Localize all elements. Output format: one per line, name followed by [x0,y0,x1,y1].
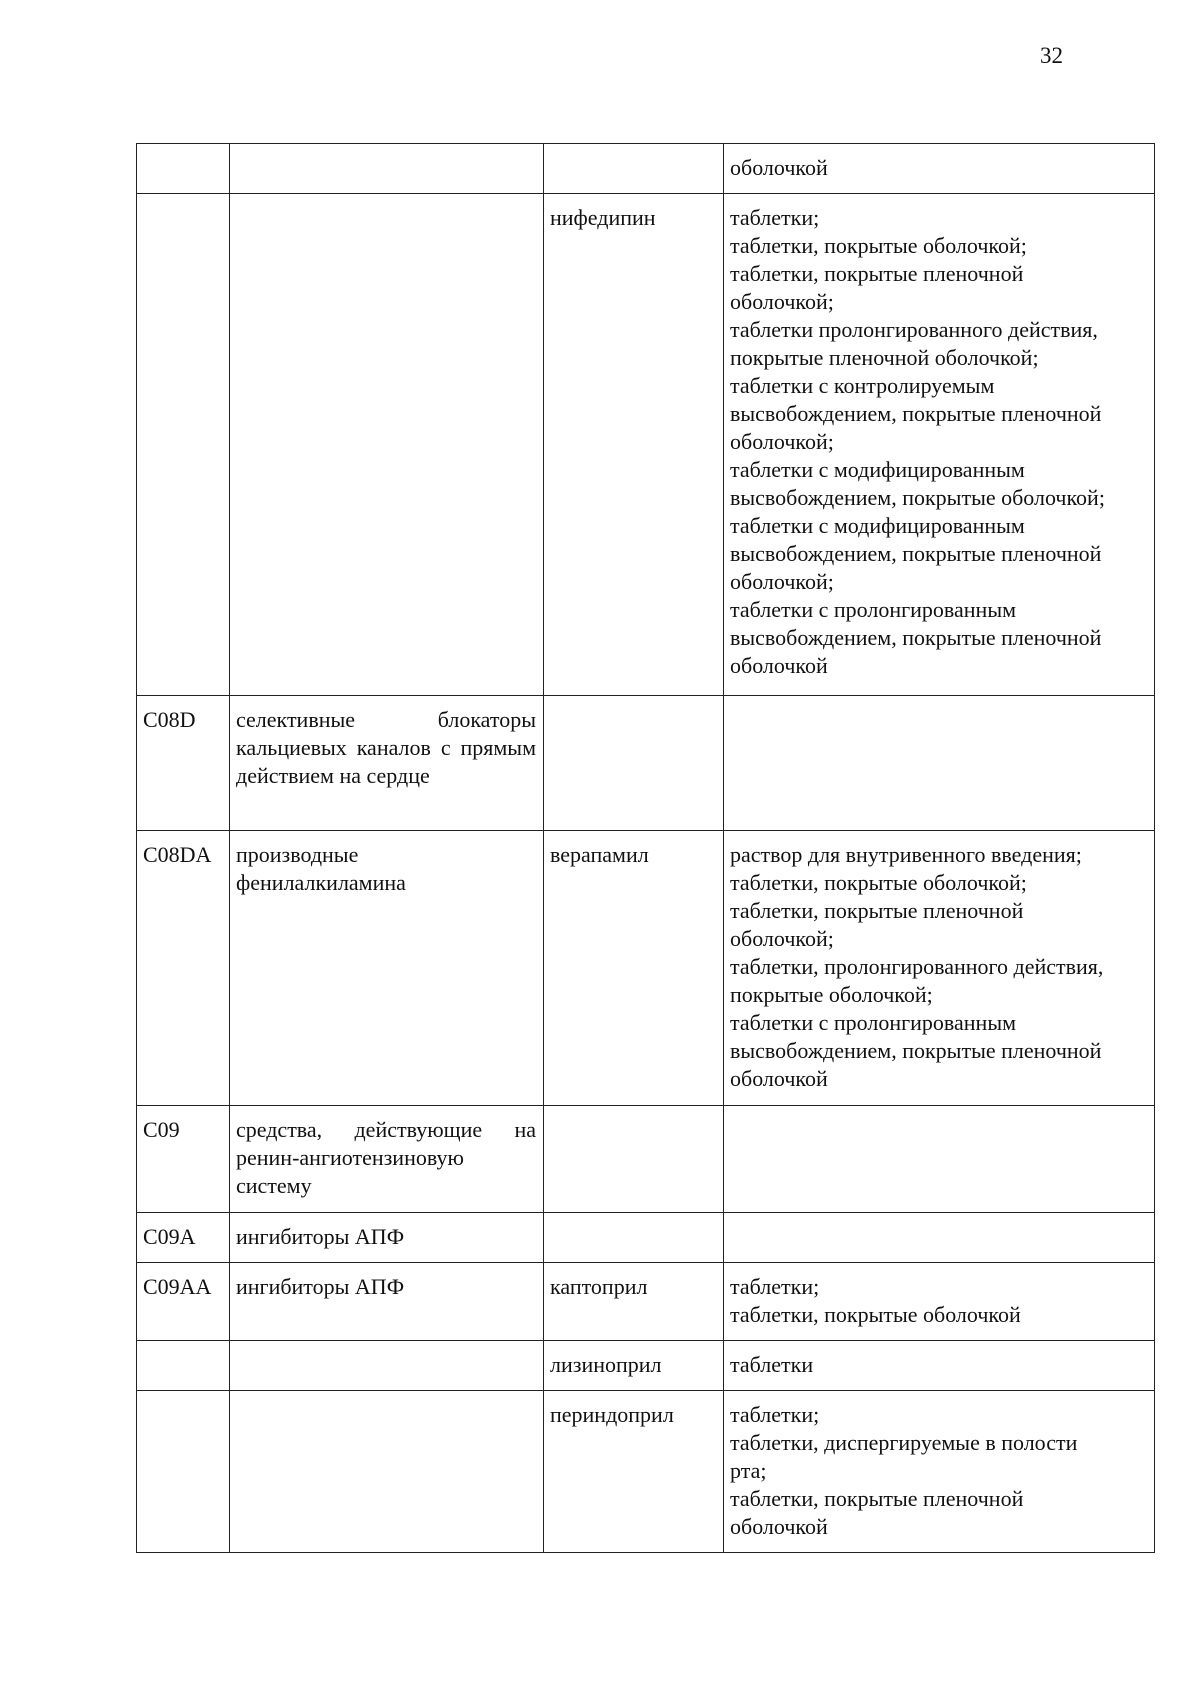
atc-code-cell [137,1341,230,1391]
drug-name-cell [544,1106,724,1213]
dosage-form-line: высвобождением, покрытые пленочной [730,1038,1102,1063]
dosage-form-line: таблетки с контролируемым [730,373,995,398]
group-name-cell [230,144,544,194]
dosage-forms-cell [724,1263,1155,1341]
group-name-cell: селективные блокаторы кальциевых каналов с прямым действием на сердце [230,696,544,831]
dosage-form-line: оболочкой [730,653,828,678]
dosage-forms-cell [724,1106,1155,1213]
drug-table [136,143,1155,1553]
group-name-cell [230,194,544,696]
dosage-form-line: таблетки, диспергируемые в полости [730,1430,1078,1455]
group-name-cell: производные фенилалкиламина [230,831,544,1106]
dosage-forms-cell [724,831,1155,1106]
dosage-form-line: таблетки, покрытые пленочной [730,898,1024,923]
atc-code-cell: C09 [137,1106,230,1213]
atc-code-cell: C09AA [137,1263,230,1341]
dosage-form-line: оболочкой; [730,289,834,314]
dosage-form-line: таблетки с пролонгированным [730,597,1017,622]
dosage-forms-cell [724,1341,1155,1391]
dosage-forms-cell [724,696,1155,831]
table-row [137,144,1155,194]
dosage-form-line: таблетки, покрытые пленочной [730,1486,1024,1511]
atc-code-cell [137,144,230,194]
group-name-cell: ингибиторы АПФ [230,1263,544,1341]
dosage-form-line: таблетки; [730,1402,820,1427]
atc-code-cell: C09A [137,1213,230,1263]
dosage-form-line: таблетки пролонгированного действия, [730,317,1098,342]
atc-code-cell: C08DA [137,831,230,1106]
drug-name-cell: периндоприл [544,1391,724,1553]
dosage-form-line: рта; [730,1458,767,1483]
table-row [137,696,1155,831]
dosage-form-line: таблетки с модифицированным [730,457,1025,482]
table-row [137,1341,1155,1391]
dosage-form-line: высвобождением, покрытые пленочной [730,541,1102,566]
atc-code-cell: C08D [137,696,230,831]
table-row [137,1263,1155,1341]
dosage-forms-cell [724,194,1155,696]
drug-name-cell: верапамил [544,831,724,1106]
atc-code-cell [137,1391,230,1553]
drug-name-cell [544,144,724,194]
dosage-forms-cell [724,144,1155,194]
table-row [137,194,1155,696]
dosage-form-line: оболочкой; [730,569,834,594]
dosage-forms-cell [724,1391,1155,1553]
drug-name-cell: лизиноприл [544,1341,724,1391]
group-name-cell: ингибиторы АПФ [230,1213,544,1263]
table-row [137,1391,1155,1553]
drug-name-cell [544,1213,724,1263]
dosage-form-line: таблетки, покрытые оболочкой; [730,233,1027,258]
table-row [137,1106,1155,1213]
group-name-cell [230,1391,544,1553]
table-row [137,831,1155,1106]
dosage-form-line: покрытые оболочкой; [730,982,933,1007]
dosage-form-line: высвобождением, покрытые пленочной [730,401,1102,426]
dosage-form-line: оболочкой; [730,429,834,454]
dosage-form-line: таблетки, покрытые оболочкой [730,1302,1021,1327]
dosage-form-line: оболочкой [730,155,828,180]
page-number: 32 [1040,43,1063,68]
atc-code-cell [137,194,230,696]
group-name-cell: средства, действующие на ренин-ангиотензиновую систему [230,1106,544,1213]
dosage-form-line: таблетки, покрытые пленочной [730,261,1024,286]
dosage-form-line: раствор для внутривенного введения; [730,842,1082,867]
dosage-form-line: высвобождением, покрытые оболочкой; [730,485,1105,510]
dosage-form-line: оболочкой [730,1066,828,1091]
drug-name-cell: каптоприл [544,1263,724,1341]
table-row [137,1213,1155,1263]
dosage-form-line: таблетки [730,1352,814,1377]
dosage-form-line: таблетки, покрытые оболочкой; [730,870,1027,895]
drug-name-cell [544,696,724,831]
group-name-cell [230,1341,544,1391]
dosage-form-line: таблетки с модифицированным [730,513,1025,538]
drug-name-cell: нифедипин [544,194,724,696]
dosage-form-line: оболочкой [730,1514,828,1539]
dosage-form-line: оболочкой; [730,926,834,951]
dosage-form-line: покрытые пленочной оболочкой; [730,345,1039,370]
dosage-forms-cell [724,1213,1155,1263]
dosage-form-line: таблетки; [730,1274,820,1299]
dosage-form-line: таблетки, пролонгированного действия, [730,954,1104,979]
dosage-form-line: высвобождением, покрытые пленочной [730,625,1102,650]
dosage-form-line: таблетки; [730,205,820,230]
dosage-form-line: таблетки с пролонгированным [730,1010,1017,1035]
